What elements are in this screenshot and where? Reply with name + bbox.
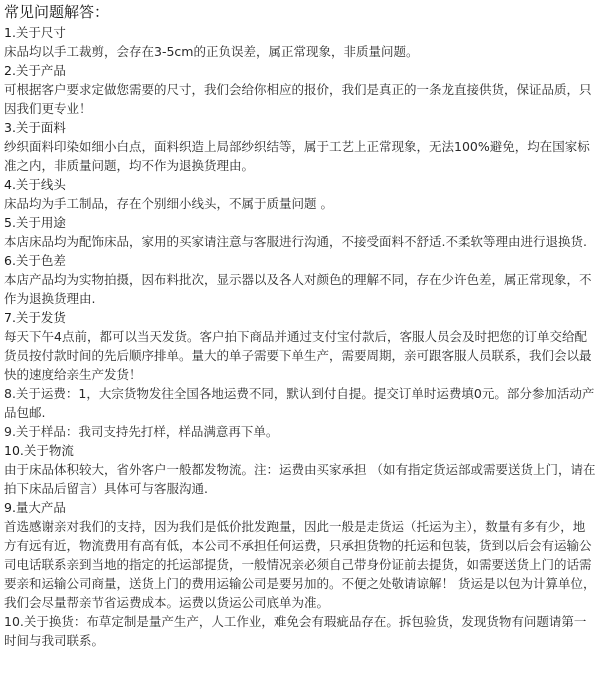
section-body: 每天下午4点前，都可以当天发货。客户拍下商品并通过支付宝付款后，客服人员会及时把您的订单交给配货员按付款时间的先后顺序排单。量大的单子需要下单生产，需要周期，亲可跟客服人员联系，我们会以最快的速度给亲生产发货！ [4, 329, 592, 382]
faq-section-shipping [4, 308, 597, 384]
section-body: 9.关于样品：我司支持先打样，样品满意再下单。 [4, 424, 279, 439]
faq-section-freight [4, 384, 597, 422]
section-heading: 6.关于色差 [4, 253, 66, 268]
section-body: 本店产品均为实物拍摄，因布料批次，显示器以及各人对颜色的理解不同，存在少许色差，属正常现象，不作为退换货理由. [4, 272, 592, 306]
page-title: 常见问题解答： [4, 3, 110, 21]
section-body: 纱织面料印染如细小白点，面料织造上局部纱织结等，属于工艺上正常现象，无法100%避免，均在国家标准之内，非质量问题，均不作为退换货理由。 [4, 139, 590, 173]
section-heading: 4.关于线头 [4, 177, 66, 192]
faq-section-usage [4, 213, 597, 251]
section-heading: 3.关于面料 [4, 120, 66, 135]
faq-section-exchange [4, 612, 597, 650]
section-body: 本店床品均为配饰床品，家用的买家请注意与客服进行沟通，不接受面料不舒适.不柔软等理由进行退换货. [4, 234, 587, 249]
faq-section-bulk [4, 498, 597, 612]
faq-section-fabric [4, 118, 597, 175]
section-body: 床品均为手工制品，存在个别细小线头，不属于质量问题 。 [4, 196, 333, 211]
faq-section-product [4, 61, 597, 118]
section-heading: 7.关于发货 [4, 310, 66, 325]
section-heading: 2.关于产品 [4, 63, 66, 78]
section-body: 10.关于换货：布草定制是量产生产，人工作业，难免会有瑕疵品存在。拆包验货，发现货物有问题请第一时间与我司联系。 [4, 614, 587, 648]
section-body: 8.关于运费：1，大宗货物发往全国各地运费不同，默认到付自提。提交订单时运费填0元。部分参加活动产品包邮. [4, 386, 595, 420]
section-body: 由于床品体积较大，省外客户一般都发物流。注：运费由买家承担 （如有指定货运部或需要送货上门，请在拍下床品后留言）具体可与客服沟通. [4, 462, 596, 496]
section-body: 首选感谢亲对我们的支持，因为我们是低价批发跑量，因此一般是走货运（托运为主），数量有多有少，地方有远有近，物流费用有高有低，本公司不承担任何运费，只承担货物的托运和包装，货到以后会有运输公司电话联系亲到当地的指定的托运部提货，一般情况亲必须自己带身份证前去提货，如需要送货上门的话需要亲和运输公司商量，送货上门的费用运输公司是要另加的。不便之处敬请谅解！ 货运是以包为计算单位，我们会尽量帮亲节省运费成本。运费以货运公司底单为准。 [4, 519, 596, 610]
faq-section-logistics [4, 441, 597, 498]
faq-section-size [4, 23, 597, 61]
section-body: 可根据客户要求定做您需要的尺寸，我们会给你相应的报价，我们是真正的一条龙直接供货，保证品质，只因我们更专业！ [4, 82, 592, 116]
section-body: 床品均以手工裁剪，会存在3-5cm的正负误差，属正常现象，非质量问题。 [4, 44, 419, 59]
section-heading: 1.关于尺寸 [4, 25, 66, 40]
section-heading: 9.量大产品 [4, 500, 66, 515]
section-heading: 5.关于用途 [4, 215, 66, 230]
section-heading: 10.关于物流 [4, 443, 74, 458]
faq-section-thread [4, 175, 597, 213]
faq-section-samples [4, 422, 597, 441]
faq-section-color [4, 251, 597, 308]
